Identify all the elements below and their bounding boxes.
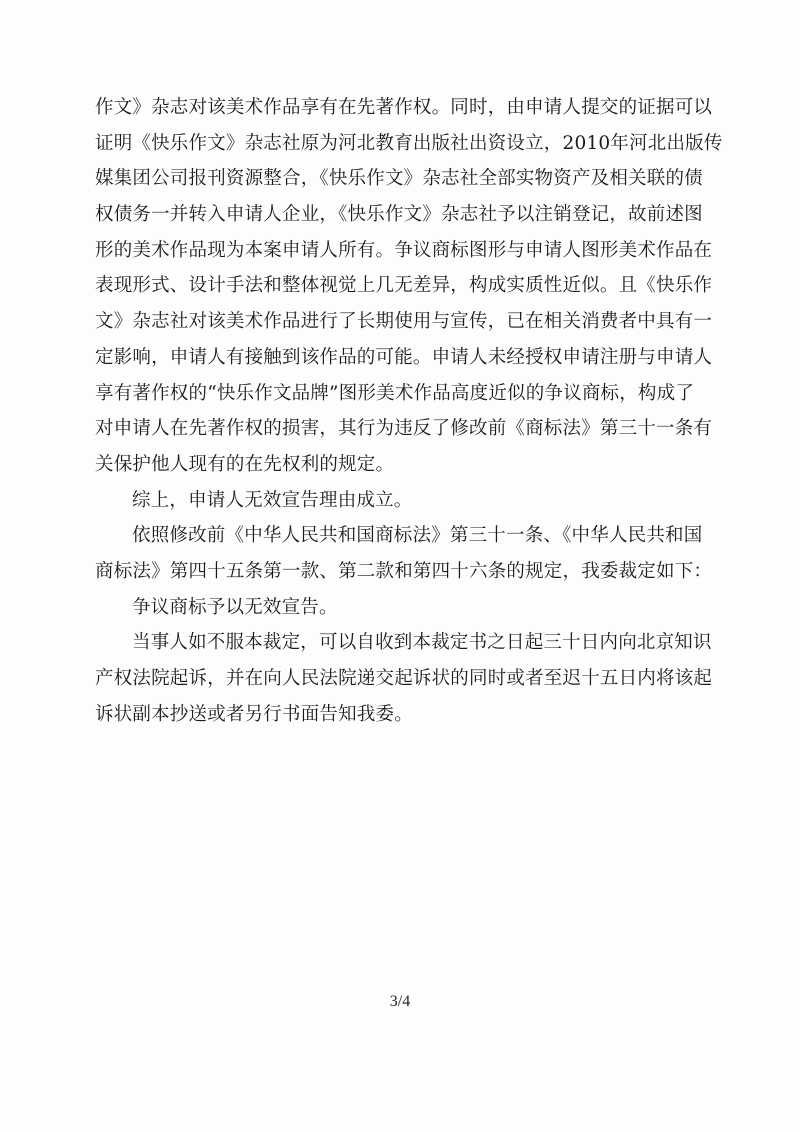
text-line: 商标法》第四十五条第一款、第二款和第四十六条的规定，我委裁定如下： <box>95 560 713 582</box>
text-line: 表现形式、设计手法和整体视觉上几无差异，构成实质性近似。且《快乐作 <box>95 275 713 297</box>
text-line: 文》杂志社对该美术作品进行了长期使用与宣传，已在相关消费者中具有一 <box>95 311 713 333</box>
text-line: 证明《快乐作文》杂志社原为河北教育出版社出资设立，2010年河北出版传 <box>95 132 723 154</box>
text-line: 综上，申请人无效宣告理由成立。 <box>132 489 413 511</box>
text-line: 形的美术作品现为本案申请人所有。争议商标图形与申请人图形美术作品在 <box>95 239 713 261</box>
page-number: 3/4 <box>389 993 411 1010</box>
text-line: 享有著作权的“快乐作文品牌”图形美术作品高度近似的争议商标，构成了 <box>95 382 695 404</box>
text-line: 争议商标予以无效宣告。 <box>132 596 338 618</box>
text-line: 媒集团公司报刊资源整合，《快乐作文》杂志社全部实物资产及相关联的债 <box>95 168 703 190</box>
text-line: 关保护他人现有的在先权利的规定。 <box>95 453 395 475</box>
document-body <box>95 90 723 732</box>
text-line: 权债务一并转入申请人企业，《快乐作文》杂志社予以注销登记，故前述图 <box>95 204 703 226</box>
text-line: 作文》杂志对该美术作品享有在先著作权。同时，由申请人提交的证据可以 <box>95 97 713 118</box>
text-line: 对申请人在先著作权的损害，其行为违反了修改前《商标法》第三十一条有 <box>95 418 713 440</box>
text-line: 诉状副本抄送或者另行书面告知我委。 <box>95 703 413 725</box>
text-line: 当事人如不服本裁定，可以自收到本裁定书之日起三十日内向北京知识 <box>132 632 712 654</box>
text-line: 产权法院起诉，并在向人民法院递交起诉状的同时或者至迟十五日内将该起 <box>95 668 713 689</box>
text-line: 依照修改前《中华人民共和国商标法》第三十一条、《中华人民共和国 <box>132 525 703 547</box>
text-line: 定影响，申请人有接触到该作品的可能。申请人未经授权申请注册与申请人 <box>95 346 713 368</box>
